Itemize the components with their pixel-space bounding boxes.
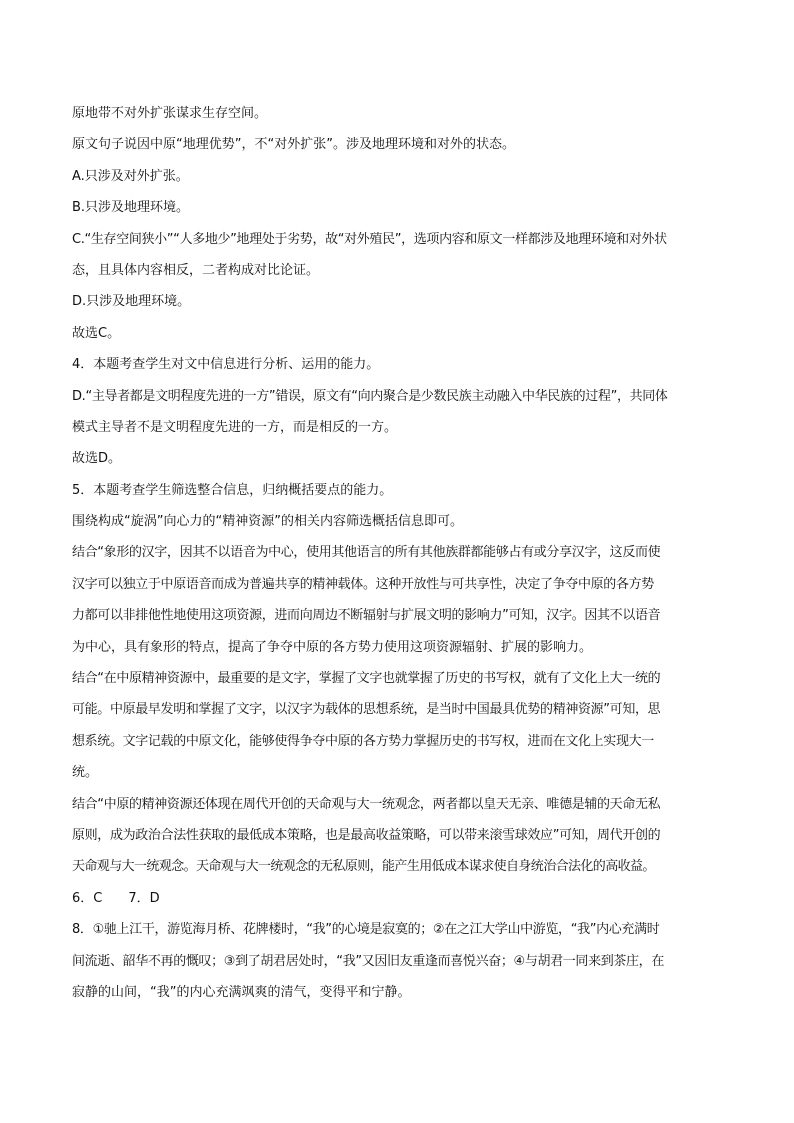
text-line: 可能。中原最早发明和掌握了文字，以汉字为载体的思想系统，是当时中国最具优势的精神资源”可知，思 xyxy=(72,702,661,718)
option-a-line: A.只涉及对外扩张。 xyxy=(72,168,189,184)
text-line: 力都可以非排他性地使用这项资源，进而向周边不断辐射与扩展文明的影响力”可知，汉字。因其不以语音 xyxy=(72,608,661,624)
text-line: 寂静的山间，“我”的内心充满飒爽的清气，变得平和宁静。 xyxy=(72,984,411,1000)
text-line: 态，且具体内容相反，二者构成对比论证。 xyxy=(72,262,320,278)
option-c-line: C.“生存空间狭小”“人多地少”地理处于劣势，故“对外殖民”，选项内容和原文一样都涉及地理环境和对外状 xyxy=(72,231,667,247)
text-line: D.“主导者都是文明程度先进的一方”错误，原文有“向内聚合是少数民族主动融入中华民族的过程”，共同体 xyxy=(72,388,668,404)
text-line: 原文句子说因中原“地理优势”，不“对外扩张”。涉及地理环境和对外的状态。 xyxy=(72,137,515,153)
text-line: 间流逝、韶华不再的慨叹；③到了胡君居处时，“我”又因旧友重逢而喜悦兴奋；④与胡君一同来到茶庄，在 xyxy=(72,953,664,969)
text-line: 围绕构成“旋涡”向心力的“精神资源”的相关内容筛选概括信息即可。 xyxy=(72,514,463,530)
answer-line: 故选C。 xyxy=(72,325,121,341)
text-line: 原则，成为政治合法性获取的最低成本策略，也是最高收益策略，可以带来滚雪球效应”可知，周代开创的 xyxy=(72,827,661,843)
text-line: 统。 xyxy=(72,765,99,781)
text-line: 汉字可以独立于中原语音而成为普遍共享的精神载体。这种开放性与可共享性，决定了争夺中原的各方势 xyxy=(72,576,654,592)
answer-text-block xyxy=(72,98,724,1008)
answers-6-7-line: 6．C 7．D xyxy=(72,890,160,906)
option-b-line: B.只涉及地理环境。 xyxy=(72,200,190,216)
answer-line: 故选D。 xyxy=(72,451,122,467)
text-line: 结合“象形的汉字，因其不以语音为中心，使用其他语言的所有其他族群都能够占有或分享汉字，这反而使 xyxy=(72,545,661,561)
text-line: 天命观与大一统观念。天命观与大一统观念的无私原则，能产生用低成本谋求使自身统治合法化的高收益。 xyxy=(72,859,655,875)
text-line: 结合“中原的精神资源还体现在周代开创的天命观与大一统观念，两者都以皇天无亲、唯德是辅的天命无私 xyxy=(72,796,661,812)
text-line: 为中心，具有象形的特点，提高了争夺中原的各方势力使用这项资源辐射、扩展的影响力。 xyxy=(72,639,593,655)
question-4-heading: 4．本题考查学生对文中信息进行分析、运用的能力。 xyxy=(72,357,380,373)
text-line: 模式主导者不是文明程度先进的一方，而是相反的一方。 xyxy=(72,419,398,435)
question-8-heading: 8．①驰上江干，游览海月桥、花牌楼时，“我”的心境是寂寞的；②在之江大学山中游览，“我”内心充满时 xyxy=(72,922,660,938)
text-line: 想系统。文字记载的中原文化，能够使得争夺中原的各方势力掌握历史的书写权，进而在文化上实现大一 xyxy=(72,733,654,749)
option-d-line: D.只涉及地理环境。 xyxy=(72,294,191,310)
text-line: 结合“在中原精神资源中，最重要的是文字，掌握了文字也就掌握了历史的书写权，就有了文化上大一统的 xyxy=(72,671,661,687)
text-line: 原地带不对外扩张谋求生存空间。 xyxy=(72,106,268,121)
question-5-heading: 5．本题考查学生筛选整合信息，归纳概括要点的能力。 xyxy=(72,482,393,498)
